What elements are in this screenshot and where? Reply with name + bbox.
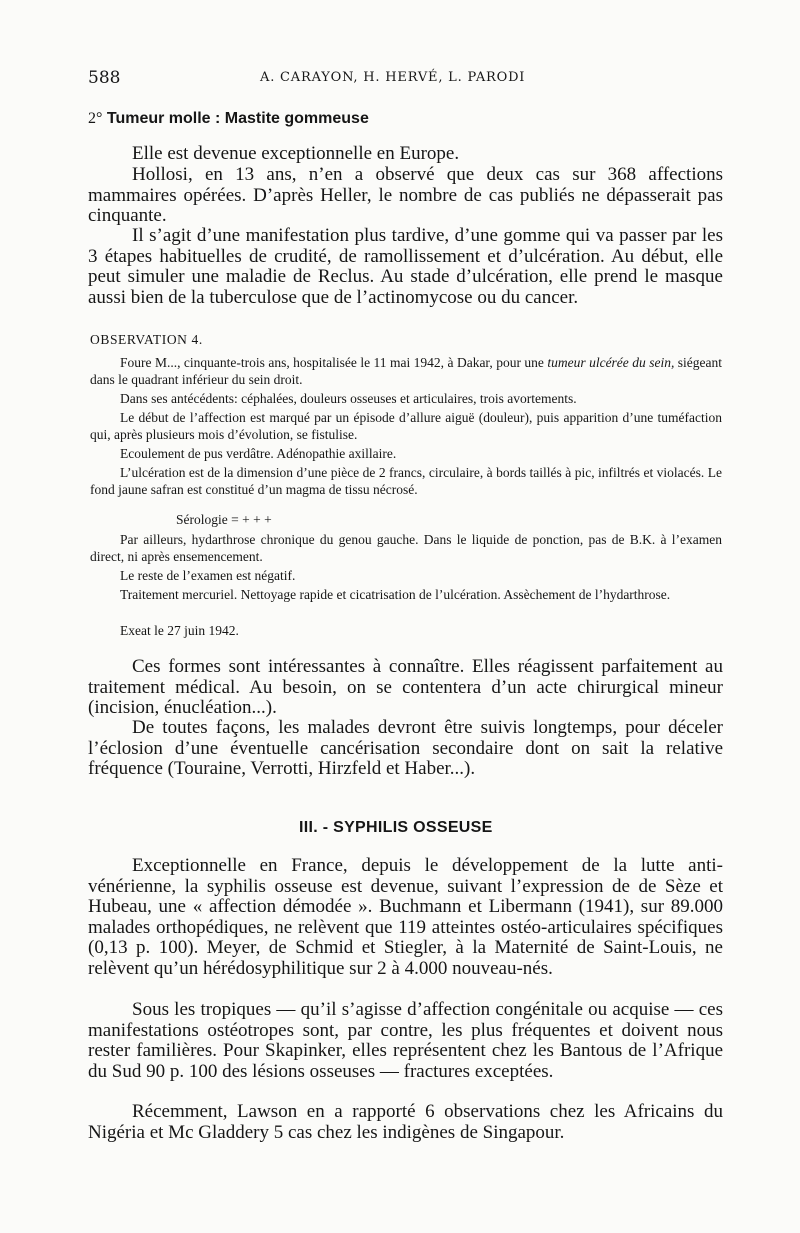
paragraph: Récemment, Lawson en a rapporté 6 observations chez les Africains du Nigéria et Mc Gladdery 5 cas chez les indigènes de Singapour. — [88, 1101, 723, 1143]
paragraph: Elle est devenue exceptionnelle en Europe. — [132, 143, 460, 164]
serology-line: Sérologie = + + + — [176, 512, 272, 527]
page-number: 588 — [88, 68, 121, 88]
paragraph: De toutes façons, les malades devront être suivis longtemps, pour déceler l’éclosion d’une éventuelle cancérisation secondaire dont on sait la relative fréquence (Touraine, Verrotti, Hirzfeld et Haber...). — [88, 717, 723, 779]
observation-title: OBSERVATION 4. — [90, 332, 203, 347]
observation-paragraph — [90, 355, 722, 388]
observation-paragraph: Le début de l’affection est marqué par un épisode d’allure aiguë (douleur), puis apparition d’une tuméfaction qui, après plusieurs mois d’évolution, se fistulise. — [90, 410, 722, 442]
observation-text: Foure M..., cinquante-trois ans, hospitalisée le 11 mai 1942, à Dakar, pour une — [120, 355, 548, 370]
paragraph: Exceptionnelle en France, depuis le développement de la lutte anti-vénérienne, la syphilis osseuse est devenue, suivant l’expression de de Sèze et Hubeau, une « affection démodée ». Buchmann et Libermann (1941), sur 89.000 malades orthopédiques, ne relèvent que 119 atteintes ostéo-articulaires spécifiques (0,13 p. 100). Meyer, de Schmid et Stiegler, à la Maternité de Saint-Louis, ne relèvent qu’un hérédosyphilitique sur 2 à 4.000 nouveau-nés. — [88, 855, 723, 979]
observation-paragraph: Traitement mercuriel. Nettoyage rapide et cicatrisation de l’ulcération. Assèchement de l’hydarthrose. — [120, 587, 671, 602]
paragraph: Hollosi, en 13 ans, n’en a observé que deux cas sur 368 affections mammaires opérées. D’après Heller, le nombre de cas publiés ne dépasserait pas cinquante. — [88, 164, 723, 226]
observation-paragraph: Le reste de l’examen est négatif. — [120, 568, 296, 583]
running-head: A. CARAYON, H. HERVÉ, L. PARODI — [260, 70, 526, 85]
paragraph: Sous les tropiques — qu’il s’agisse d’affection congénitale ou acquise — ces manifestations ostéotropes sont, par contre, les plus fréquentes et doivent nous rester familières. Pour Skapinker, elles représentent chez les Bantous de l’Afrique du Sud 90 p. 100 des lésions osseuses — fractures exceptées. — [88, 999, 723, 1082]
subsection-heading — [88, 110, 369, 128]
observation-text: siégeant dans le quadrant inférieur du sein droit. — [90, 355, 723, 387]
observation-italic-text: tumeur ulcérée du sein, — [547, 355, 675, 370]
observation-paragraph: Dans ses antécédents: céphalées, douleurs osseuses et articulaires, trois avortements. — [120, 391, 577, 406]
subsection-title: Tumeur molle : Mastite gommeuse — [106, 110, 369, 127]
section-title: III. - SYPHILIS OSSEUSE — [299, 819, 493, 836]
page-header — [88, 68, 722, 90]
paragraph: Il s’agit d’une manifestation plus tardive, d’une gomme qui va passer par les 3 étapes habituelles de crudité, de ramollissement et d’ulcération. Au début, elle peut simuler une maladie de Reclus. Au stade d’ulcération, elle prend le masque aussi bien de la tuberculose que de l’actinomycose ou du cancer. — [88, 225, 723, 308]
subsection-number: 2° — [88, 110, 103, 127]
observation-paragraph: Exeat le 27 juin 1942. — [120, 623, 239, 638]
observation-paragraph: Ecoulement de pus verdâtre. Adénopathie axillaire. — [120, 446, 397, 461]
paragraph: Ces formes sont intéressantes à connaître. Elles réagissent parfaitement au traitement médical. Au besoin, on se contentera d’un acte chirurgical mineur (incision, énucléation...). — [88, 656, 723, 718]
observation-paragraph: L’ulcération est de la dimension d’une pièce de 2 francs, circulaire, à bords taillés à pic, infiltrés et violacés. Le fond jaune safran est constitué d’un magma de tissu nécrosé. — [90, 465, 722, 497]
observation-paragraph: Par ailleurs, hydarthrose chronique du genou gauche. Dans le liquide de ponction, pas de B.K. à l’examen direct, ni après ensemencement. — [90, 532, 722, 564]
